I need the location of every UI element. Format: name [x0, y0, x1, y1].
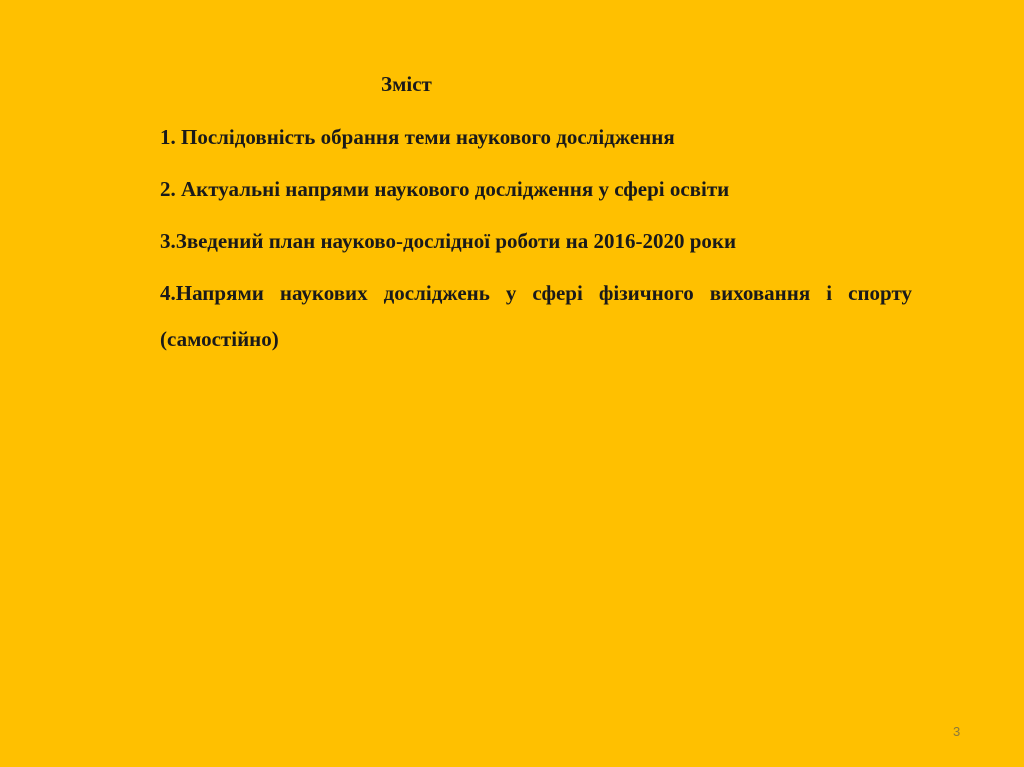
contents-list	[160, 123, 912, 386]
contents-item-2: 2. Актуальні напрями наукового дослідження у сфері освіти	[160, 177, 730, 201]
contents-item-3: 3.Зведений план науково-дослідної роботи на 2016-2020 роки	[160, 229, 737, 253]
page-number: 3	[953, 724, 961, 739]
contents-item-4: 4.Напрями наукових досліджень у сфері фізичного виховання і спорту (самостійно)	[160, 281, 912, 351]
contents-item-1: 1. Послідовність обрання теми наукового дослідження	[160, 125, 675, 149]
slide-title: Зміст	[381, 72, 432, 96]
